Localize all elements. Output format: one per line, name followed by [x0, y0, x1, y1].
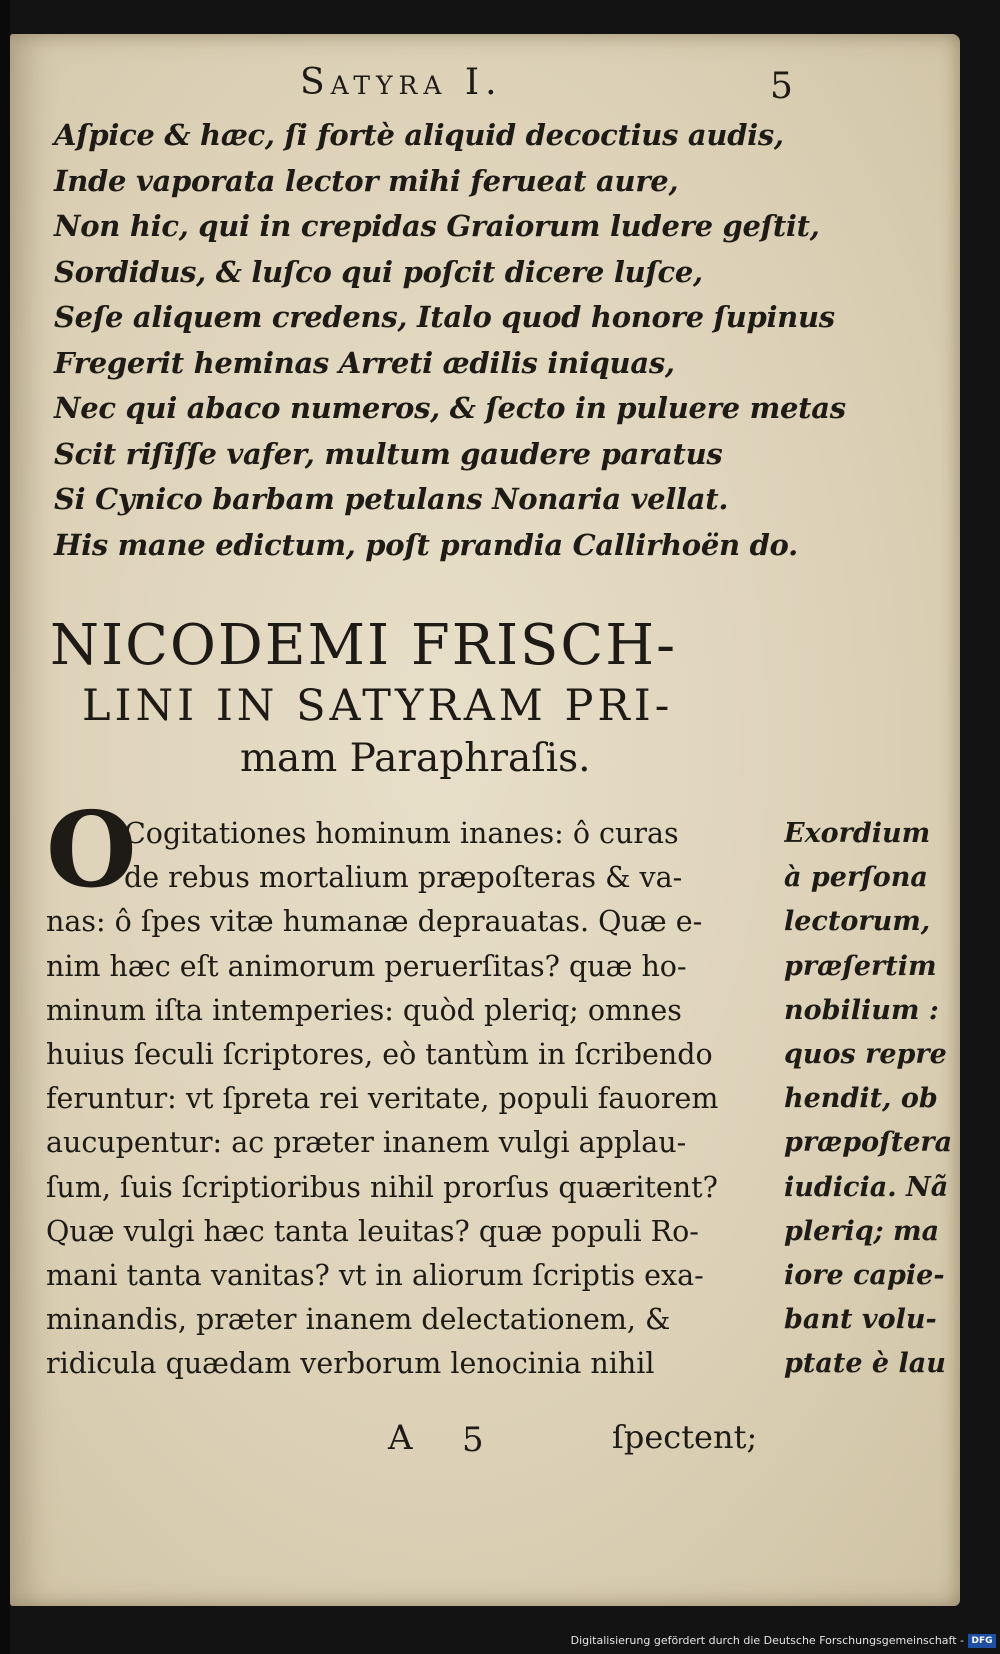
- margin-line: præpoſtera: [784, 1127, 953, 1159]
- text-line: nas: ô ſpes vitæ humanæ deprauatas. Quæ e-: [46, 905, 703, 939]
- margin-line: à perſona: [784, 862, 928, 894]
- heading-line: NICODEMI FRISCH-: [50, 613, 678, 678]
- page-number: 5: [770, 66, 793, 107]
- text-line: Cogitationes hominum inanes: ô curas: [124, 817, 679, 850]
- text-line: mani tanta vanitas? vt in aliorum ſcriptis exa-: [46, 1258, 704, 1292]
- marginal-note: [784, 812, 954, 1386]
- verse-line: Si Cynico barbam petulans Nonaria vellat.: [54, 482, 729, 516]
- margin-line: hendit, ob: [784, 1083, 938, 1115]
- margin-line: præſertim: [784, 950, 937, 982]
- text-line: ſum, ſuis ſcriptioribus nihil prorſus quæritent?: [46, 1170, 718, 1204]
- verse-line: His mane edictum, poſt prandia Callirhoën do.: [54, 527, 798, 562]
- text-line: de rebus mortalium præpoſteras & va-: [124, 861, 683, 895]
- running-head: Satyra I.: [300, 62, 503, 103]
- text-line: Quæ vulgi hæc tanta leuitas? quæ populi Ro-: [46, 1214, 699, 1248]
- margin-line: quos repre: [784, 1038, 947, 1070]
- text-line: feruntur: vt ſpreta rei veritate, populi fauorem: [46, 1082, 719, 1116]
- heading-line: LINI IN SATYRAM PRI-: [82, 681, 674, 731]
- verse-line: Fregerit heminas Arreti ædilis iniquas,: [54, 345, 675, 380]
- signature-mark: A: [388, 1418, 413, 1458]
- text-line: minum iſta intemperies: quòd pleriq; omnes: [46, 993, 682, 1027]
- text-line: huius ſeculi ſcriptores, eò tantùm in ſcribendo: [46, 1037, 713, 1071]
- dfg-logo: DFG: [968, 1634, 996, 1648]
- paraphrase-text: [46, 812, 791, 1386]
- catchword: ſpectent;: [612, 1418, 758, 1456]
- verse-block: [54, 113, 846, 568]
- verse-line: Aſpice & hæc, ſi fortè aliquid decoctius audis,: [54, 118, 784, 152]
- heading-line: mam Paraphraſis.: [240, 736, 591, 781]
- text-line: aucupentur: ac præter inanem vulgi applau-: [46, 1126, 687, 1160]
- verse-line: Non hic, qui in crepidas Graiorum ludere geſtit,: [54, 209, 820, 243]
- verse-line: Scit riſiſſe vafer, multum gaudere paratus: [54, 436, 723, 471]
- margin-line: iore capie-: [784, 1259, 945, 1291]
- section-heading: [50, 613, 790, 785]
- digitization-credit: Digitalisierung gefördert durch die Deutsche Forschungsgemeinschaft -: [570, 1634, 964, 1647]
- margin-line: iudicia. Nã: [784, 1171, 949, 1203]
- margin-line: nobilium :: [784, 994, 939, 1026]
- margin-line: ptate è lau: [784, 1348, 946, 1380]
- verse-line: Nec qui abaco numeros, & ſecto in puluere metas: [54, 391, 846, 425]
- verse-line: Inde vaporata lector mihi ferueat aure,: [54, 163, 679, 198]
- margin-line: bant volu-: [784, 1304, 937, 1336]
- text-line: minandis, præter inanem delectationem, &: [46, 1303, 671, 1337]
- verse-line: Seſe aliquem credens, Italo quod honore ſupinus: [54, 300, 835, 334]
- verse-line: Sordidus, & luſco qui poſcit dicere luſce,: [54, 254, 703, 289]
- text-line: nim hæc eſt animorum peruerſitas? quæ ho-: [46, 949, 687, 983]
- text-line: ridicula quædam verborum lenocinia nihil: [46, 1347, 655, 1381]
- margin-line: lectorum,: [784, 906, 931, 938]
- margin-line: pleriq; ma: [784, 1215, 940, 1247]
- signature-number: 5: [462, 1420, 484, 1460]
- drop-cap: O: [46, 788, 137, 911]
- book-edge: [0, 0, 10, 1654]
- margin-line: Exordium: [784, 818, 931, 849]
